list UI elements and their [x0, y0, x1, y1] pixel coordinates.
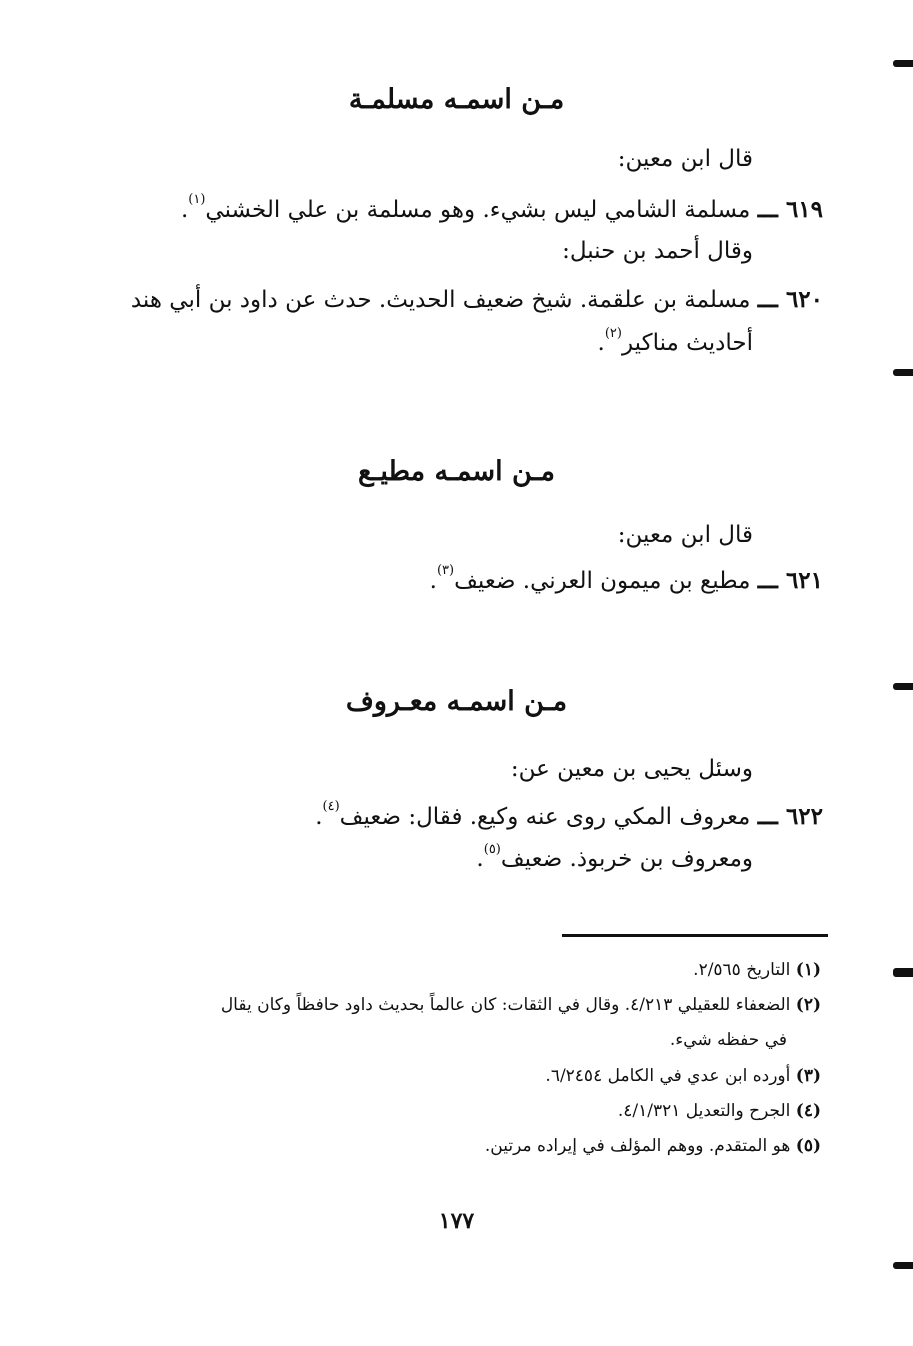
footnote-number: (٤)	[795, 1101, 821, 1121]
entry-number: ٦١٩ ـــ	[757, 196, 823, 223]
entry-621	[429, 563, 823, 594]
footnote-3	[545, 1066, 821, 1086]
footnote-text: الجرح والتعديل ٤/١/٣٢١.	[617, 1101, 791, 1121]
entry-number: ٦٢٢ ـــ	[757, 803, 823, 830]
entry-end: .	[597, 330, 605, 356]
footnote-text: هو المتقدم. ووهم المؤلف في إيراده مرتين.	[484, 1136, 791, 1156]
footnote-2-continued: في حفظه شيء.	[669, 1030, 787, 1050]
intro-line: وسئل يحيى بن معين عن:	[510, 756, 753, 782]
section-heading-mutee: مـن اسمـه مطيـع	[358, 456, 555, 487]
page-number: ١٧٧	[438, 1208, 475, 1234]
entry-text: أحاديث مناكير	[621, 330, 753, 356]
footnote-number: (٢)	[795, 995, 821, 1015]
entry-text: مطيع بن ميمون العرني. ضعيف	[454, 568, 751, 594]
footnote-2	[221, 995, 821, 1015]
footnote-ref: (٤)	[322, 799, 340, 814]
section-heading-maslama: مـن اسمـه مسلمـة	[348, 84, 565, 115]
scan-margin-mark	[893, 60, 913, 67]
entry-end: .	[180, 197, 189, 223]
entry-end: .	[429, 568, 437, 594]
footnote-text: الضعفاء للعقيلي ٤/٢١٣. وقال في الثقات: كان عالماً بحديث داود حافظاً وكان يقال	[220, 995, 791, 1015]
footnote-divider	[562, 934, 828, 937]
scan-margin-mark	[893, 1262, 913, 1269]
scan-margin-mark	[893, 968, 913, 977]
footnote-1	[693, 960, 821, 980]
entry-number: ٦٢١ ـــ	[757, 567, 823, 594]
footnote-ref: (٣)	[436, 563, 455, 578]
section-heading-maroof: مـن اسمـه معـروف	[345, 686, 568, 717]
intro-line: قال ابن معين:	[617, 522, 753, 548]
entry-text: ومعروف بن خربوذ. ضعيف	[500, 846, 753, 872]
scan-margin-mark	[893, 683, 913, 690]
footnote-ref: (٥)	[483, 842, 501, 857]
intro-line: قال ابن معين:	[617, 146, 753, 172]
entry-619	[180, 192, 823, 223]
entry-text: مسلمة الشامي ليس بشيء. وهو مسلمة بن علي الخشني	[205, 197, 751, 223]
footnote-5	[485, 1136, 821, 1156]
entry-text: مسلمة بن علقمة. شيخ ضعيف الحديث. حدث عن داود بن أبي هند	[130, 287, 751, 313]
footnote-ref: (٢)	[604, 326, 622, 341]
intro-line: وقال أحمد بن حنبل:	[562, 238, 753, 264]
footnote-number: (٣)	[795, 1066, 821, 1086]
footnote-4	[618, 1101, 821, 1121]
entry-text: معروف المكي روى عنه وكيع. فقال: ضعيف	[339, 804, 751, 830]
footnote-text: أورده ابن عدي في الكامل ٦/٢٤٥٤.	[545, 1066, 791, 1086]
entry-end: .	[476, 846, 484, 872]
footnote-text: التاريخ ٢/٥٦٥.	[693, 960, 791, 980]
entry-622-continued	[476, 842, 753, 872]
scan-margin-mark	[893, 369, 913, 376]
footnote-number: (١)	[795, 960, 821, 980]
entry-end: .	[315, 804, 323, 830]
entry-number: ٦٢٠ ـــ	[757, 286, 823, 313]
entry-622	[315, 799, 823, 830]
entry-620	[131, 286, 823, 313]
entry-620-continued	[597, 326, 753, 356]
footnote-number: (٥)	[795, 1136, 821, 1156]
footnote-ref: (١)	[188, 192, 206, 207]
